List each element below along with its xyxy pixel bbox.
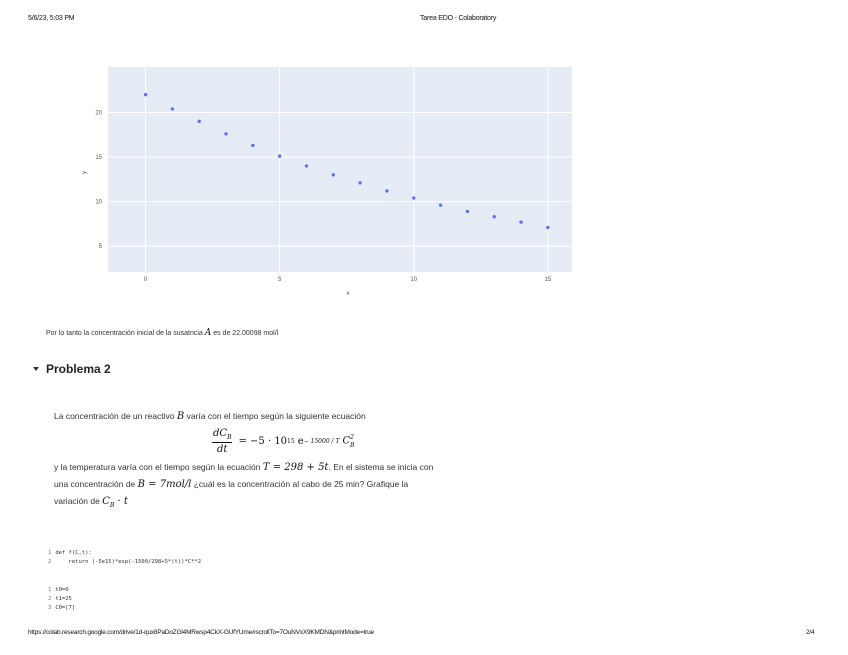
- problem-line-3: una concentración de B = 7mol/l ¿cuál es la concentración al cabo de 25 min? Grafique la: [54, 479, 409, 490]
- data-point: [224, 132, 227, 135]
- data-point: [197, 120, 200, 123]
- scatter-plot: [0, 0, 848, 320]
- code-line: [48, 604, 75, 613]
- x-tick-label: 0: [143, 277, 148, 283]
- code-text: C0=[7]: [55, 605, 76, 611]
- print-url: https://colab.research.google.com/drive/1d-qux8PaDoZGl4MRwsp4CkX-GUfYUme#scrollTo=7OuNVxX9KMDN&printMode=true: [28, 629, 374, 636]
- print-page-title: Tarea EDO - Colaboratory: [420, 15, 497, 22]
- line-number: 2: [48, 596, 52, 602]
- code-text: return (-5e15)*exp(-1500/298+5*(t))*C**2: [55, 559, 202, 565]
- section-title: Problema 2: [46, 362, 111, 376]
- y-axis-label: y: [81, 170, 88, 175]
- code-text: def f(C,t):: [55, 550, 92, 556]
- code-cell-define-f[interactable]: [48, 549, 201, 567]
- collapse-caret-icon[interactable]: [33, 367, 39, 371]
- plot-area: [108, 67, 572, 272]
- differential-equation: $\frac{dC_B}{dt}$ = −5 · 10 15 e − 15000 / T $C^2_B$: [213, 428, 355, 455]
- code-cell-initial-values[interactable]: [48, 586, 75, 613]
- line-number: 1: [48, 550, 52, 556]
- code-line: [48, 549, 201, 558]
- code-line: [48, 558, 201, 567]
- data-point: [493, 215, 496, 218]
- line-number: 1: [48, 587, 52, 593]
- data-point: [546, 226, 549, 229]
- data-point: [332, 173, 335, 176]
- data-point: [519, 220, 522, 223]
- y-tick-label: 5: [98, 244, 102, 251]
- line-number: 3: [48, 605, 52, 611]
- problem-line-4: variación de $C_B \cdot t$: [54, 496, 128, 509]
- data-point: [251, 144, 254, 147]
- data-point: [144, 93, 147, 96]
- section-header-problema-2[interactable]: [33, 362, 111, 376]
- problem-line-2: y la temperatura varía con el tiempo según la ecuación T = 298 + 5t. En el sistema se inicia con: [54, 462, 434, 473]
- problem-line-1: La concentración de un reactivo B varía con el tiempo según la siguiente ecuación: [54, 411, 366, 422]
- print-page-number: 2/4: [806, 629, 815, 636]
- eq-fraction: $\frac{dC_B}{dt}$: [213, 428, 232, 455]
- x-tick-label: 5: [277, 277, 282, 283]
- line-number: 2: [48, 559, 52, 565]
- x-axis-label: x: [346, 290, 350, 297]
- data-point: [305, 164, 308, 167]
- problem-statement: [54, 408, 524, 514]
- x-tick-label: 15: [544, 277, 552, 283]
- code-text: t1=25: [55, 596, 72, 602]
- y-tick-label: 20: [95, 110, 102, 117]
- data-point: [385, 189, 388, 192]
- code-line: [48, 595, 75, 604]
- y-tick-label: 10: [95, 199, 102, 206]
- data-point: [466, 210, 469, 213]
- code-text: t0=0: [55, 587, 69, 593]
- x-tick-label: 10: [410, 277, 418, 283]
- data-point: [439, 203, 442, 206]
- data-point: [358, 181, 361, 184]
- y-tick-label: 15: [95, 155, 102, 162]
- data-point: [171, 107, 174, 110]
- result-text: Por lo tanto la concentración inicial de la susatncia A es de 22.00098 mol/l: [46, 328, 279, 338]
- code-line: [48, 586, 75, 595]
- print-datetime: 5/6/23, 5:03 PM: [28, 15, 75, 22]
- data-point: [278, 154, 281, 157]
- data-point: [412, 196, 415, 199]
